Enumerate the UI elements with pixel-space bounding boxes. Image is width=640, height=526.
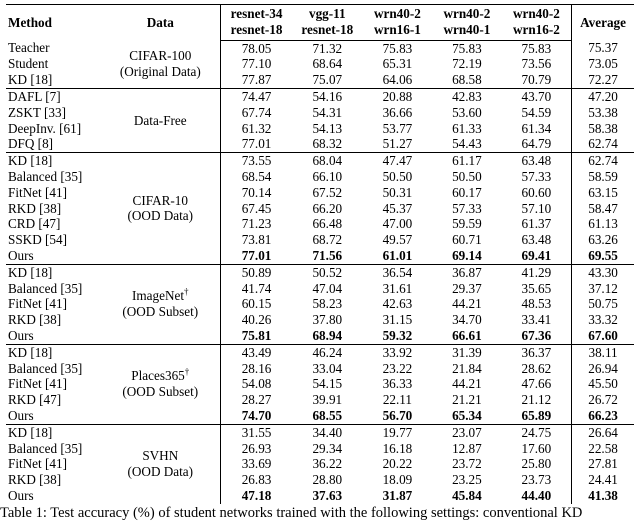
table-row: [6, 264, 634, 280]
value-cell: 47.18: [221, 488, 292, 504]
average-cell: 58.59: [572, 169, 634, 185]
value-cell: 29.37: [452, 280, 482, 296]
table-row: [6, 232, 634, 248]
value-cell: 37.80: [312, 312, 343, 328]
average-cell: 26.72: [572, 392, 634, 408]
average-cell: 66.23: [572, 408, 634, 424]
method-cell: FitNet [41]: [8, 456, 67, 472]
data-source-text: (OOD Subset): [122, 384, 199, 400]
value-cell: 66.10: [312, 168, 343, 184]
value-cell: 20.88: [363, 88, 432, 104]
method-cell: Balanced [35]: [8, 280, 83, 296]
value-cell: 48.53: [521, 296, 552, 312]
value-cell: 75.07: [312, 72, 343, 88]
value-cell: 72.19: [452, 56, 482, 72]
table-row: [6, 344, 634, 360]
average-cell: 38.11: [572, 344, 634, 360]
method-cell: RKD [38]: [8, 472, 62, 488]
header-col5-teacher: wrn40-2: [512, 6, 560, 21]
table-row: [6, 72, 634, 88]
value-cell: 77.87: [221, 72, 292, 88]
data-source-line: [102, 464, 218, 480]
value-cell: 50.50: [382, 168, 413, 184]
average-cell: 63.15: [572, 185, 634, 201]
value-cell: 66.61: [452, 327, 482, 343]
value-cell: 41.29: [502, 264, 572, 280]
value-cell: 12.87: [452, 440, 482, 456]
average-cell: 41.38: [572, 488, 634, 504]
value-cell: 63.48: [502, 153, 572, 169]
value-cell: 41.74: [221, 281, 292, 297]
value-cell: 57.33: [452, 200, 482, 216]
value-cell: 61.33: [452, 120, 482, 136]
value-cell: 68.58: [452, 72, 482, 88]
value-cell: 26.93: [221, 441, 292, 457]
value-cell: 59.32: [382, 327, 413, 343]
value-cell: 74.70: [221, 408, 292, 424]
dagger-mark: †: [184, 287, 189, 298]
average-cell: 37.12: [572, 281, 634, 297]
value-cell: 47.00: [382, 216, 413, 232]
value-cell: 54.43: [452, 136, 482, 152]
value-cell: 69.14: [452, 247, 482, 263]
average-cell: 43.30: [572, 264, 634, 280]
data-source-line: [102, 368, 218, 384]
method-cell: KD [18]: [6, 153, 100, 169]
method-cell: Ours: [8, 247, 34, 263]
data-source-line: [102, 113, 218, 129]
value-cell: 31.55: [221, 424, 292, 440]
value-cell: 29.34: [312, 440, 343, 456]
value-cell: 61.37: [521, 216, 552, 232]
header-data: Data: [146, 15, 174, 31]
value-cell: 36.54: [363, 264, 432, 280]
value-cell: 42.83: [432, 88, 501, 104]
data-source-line: [102, 48, 218, 64]
value-cell: 75.83: [452, 40, 482, 56]
header-col1-teacher: resnet-34: [221, 5, 292, 22]
value-cell: 28.80: [312, 472, 343, 488]
data-source-cell: [100, 40, 220, 88]
value-cell: 33.92: [363, 344, 432, 360]
value-cell: 36.37: [502, 344, 572, 360]
value-cell: 57.33: [521, 168, 552, 184]
value-cell: 21.21: [452, 392, 482, 408]
value-cell: 66.48: [312, 216, 343, 232]
results-table: [6, 4, 634, 504]
method-cell: Balanced [35]: [8, 168, 83, 184]
average-cell: 58.47: [572, 201, 634, 217]
data-source-line: [102, 304, 218, 320]
value-cell: 68.54: [221, 169, 292, 185]
average-cell: 62.74: [572, 136, 634, 152]
value-cell: 61.32: [221, 121, 292, 137]
value-cell: 54.13: [312, 120, 343, 136]
value-cell: 70.79: [521, 72, 552, 88]
data-source-text: Places365: [131, 368, 185, 384]
data-source-line: [102, 208, 218, 224]
value-cell: 74.47: [221, 88, 292, 104]
value-cell: 53.60: [452, 104, 482, 120]
value-cell: 43.70: [502, 88, 572, 104]
value-cell: 64.06: [382, 72, 413, 88]
table-row: [6, 456, 634, 472]
table-row: [6, 424, 634, 440]
data-source-line: [102, 448, 218, 464]
value-cell: 73.56: [521, 56, 552, 72]
method-cell: KD [18]: [6, 424, 100, 440]
value-cell: 36.66: [382, 104, 413, 120]
value-cell: 65.31: [382, 56, 413, 72]
value-cell: 67.74: [221, 105, 292, 121]
value-cell: 44.40: [521, 487, 552, 503]
value-cell: 28.62: [521, 360, 552, 376]
value-cell: 60.71: [452, 232, 482, 248]
data-source-text: (OOD Data): [127, 464, 194, 480]
table-row: [6, 40, 634, 56]
average-cell: 26.94: [572, 361, 634, 377]
value-cell: 68.32: [312, 136, 343, 152]
value-cell: 21.12: [521, 392, 552, 408]
value-cell: 61.34: [521, 120, 552, 136]
table-row: [6, 201, 634, 217]
method-cell: Ours: [8, 327, 34, 343]
value-cell: 34.70: [452, 312, 482, 328]
table-row: [6, 328, 634, 344]
value-cell: 59.59: [452, 216, 482, 232]
data-source-line: [102, 288, 218, 304]
value-cell: 31.39: [432, 344, 501, 360]
method-cell: DeepInv. [61]: [8, 120, 82, 136]
data-source-cell: [100, 264, 220, 344]
value-cell: 56.70: [382, 407, 413, 423]
data-source-line: [102, 384, 218, 400]
method-cell: RKD [38]: [8, 200, 62, 216]
value-cell: 65.34: [452, 407, 482, 423]
value-cell: 65.89: [521, 407, 552, 423]
value-cell: 35.65: [521, 280, 552, 296]
value-cell: 78.05: [221, 40, 292, 56]
value-cell: 23.73: [521, 472, 552, 488]
table-row: [6, 312, 634, 328]
value-cell: 45.37: [382, 200, 413, 216]
table-row: [6, 153, 634, 169]
value-cell: 43.49: [221, 344, 292, 360]
average-cell: 33.32: [572, 312, 634, 328]
header-col4-student: wrn40-1: [432, 22, 501, 40]
value-cell: 71.23: [221, 216, 292, 232]
value-cell: 50.50: [452, 168, 482, 184]
value-cell: 28.16: [221, 361, 292, 377]
value-cell: 68.55: [312, 407, 343, 423]
table-row: [6, 296, 634, 312]
average-cell: 69.55: [572, 248, 634, 264]
value-cell: 19.77: [363, 424, 432, 440]
average-cell: 47.20: [572, 88, 634, 104]
value-cell: 67.52: [312, 184, 343, 200]
value-cell: 21.84: [452, 360, 482, 376]
value-cell: 54.15: [312, 376, 343, 392]
average-cell: 50.75: [572, 296, 634, 312]
header-row-1: [6, 5, 634, 22]
value-cell: 75.81: [221, 328, 292, 344]
value-cell: 77.10: [221, 56, 292, 72]
value-cell: 54.31: [312, 104, 343, 120]
data-source-text: CIFAR-100: [129, 48, 192, 64]
average-cell: 45.50: [572, 376, 634, 392]
value-cell: 47.04: [312, 280, 343, 296]
average-cell: 67.60: [572, 328, 634, 344]
value-cell: 40.26: [221, 312, 292, 328]
table-row: [6, 136, 634, 152]
table-row: [6, 376, 634, 392]
table-row: [6, 488, 634, 504]
average-cell: 75.37: [572, 40, 634, 56]
table-row: [6, 361, 634, 377]
table-row: [6, 169, 634, 185]
value-cell: 23.25: [452, 472, 482, 488]
header-col3-teacher: wrn40-2: [373, 6, 421, 21]
method-cell: KD [18]: [8, 72, 53, 88]
value-cell: 23.22: [382, 360, 413, 376]
value-cell: 22.11: [382, 392, 412, 408]
table-caption: Table 1: Test accuracy (%) of student networks trained with the following settings: conventional KD: [0, 505, 583, 521]
data-source-line: [102, 64, 218, 80]
method-cell: CRD [47]: [8, 216, 61, 232]
method-cell: Student: [8, 56, 49, 72]
value-cell: 17.60: [521, 440, 552, 456]
value-cell: 67.45: [221, 201, 292, 217]
value-cell: 50.52: [292, 264, 363, 280]
value-cell: 53.77: [382, 120, 413, 136]
method-cell: DFQ [8]: [8, 136, 54, 152]
method-cell: Balanced [35]: [8, 440, 83, 456]
average-cell: 73.05: [572, 56, 634, 72]
value-cell: 16.18: [382, 440, 413, 456]
value-cell: 61.01: [382, 247, 413, 263]
value-cell: 51.27: [382, 136, 413, 152]
value-cell: 47.66: [521, 376, 552, 392]
value-cell: 34.40: [292, 424, 363, 440]
method-cell: FitNet [41]: [8, 376, 67, 392]
method-cell: KD [18]: [6, 344, 100, 360]
table-row: [6, 408, 634, 424]
value-cell: 45.84: [452, 487, 482, 503]
value-cell: 26.83: [221, 472, 292, 488]
value-cell: 60.60: [521, 184, 552, 200]
value-cell: 20.22: [382, 456, 413, 472]
value-cell: 50.31: [382, 184, 413, 200]
value-cell: 70.14: [221, 185, 292, 201]
value-cell: 66.20: [312, 200, 343, 216]
data-source-text: (OOD Data): [127, 208, 194, 224]
value-cell: 25.80: [521, 456, 552, 472]
table-row: [6, 441, 634, 457]
data-source-text: ImageNet: [132, 288, 185, 304]
value-cell: 60.17: [452, 184, 482, 200]
value-cell: 68.72: [312, 232, 343, 248]
average-cell: 58.38: [572, 121, 634, 137]
method-cell: Ours: [8, 407, 34, 423]
value-cell: 58.23: [312, 296, 343, 312]
value-cell: 73.81: [221, 232, 292, 248]
table-row: [6, 88, 634, 104]
value-cell: 36.33: [382, 376, 413, 392]
table-row: [6, 56, 634, 72]
value-cell: 44.21: [452, 376, 482, 392]
value-cell: 77.01: [221, 248, 292, 264]
value-cell: 33.41: [521, 312, 552, 328]
header-col4-teacher: wrn40-2: [443, 6, 491, 21]
table-row: [6, 392, 634, 408]
method-cell: RKD [47]: [8, 392, 62, 408]
value-cell: 31.15: [382, 312, 413, 328]
table-row: [6, 248, 634, 264]
data-source-text: CIFAR-10: [132, 192, 188, 208]
value-cell: 63.48: [521, 232, 552, 248]
value-cell: 69.41: [521, 247, 552, 263]
value-cell: 33.69: [221, 456, 292, 472]
data-source-cell: [100, 344, 220, 424]
average-cell: 63.26: [572, 232, 634, 248]
value-cell: 44.21: [452, 296, 482, 312]
value-cell: 39.91: [312, 392, 343, 408]
value-cell: 23.07: [432, 424, 501, 440]
value-cell: 23.72: [452, 456, 482, 472]
value-cell: 18.09: [382, 472, 413, 488]
value-cell: 61.17: [432, 153, 501, 169]
method-cell: FitNet [41]: [8, 184, 67, 200]
data-source-cell: [100, 88, 220, 152]
value-cell: 31.61: [382, 280, 413, 296]
value-cell: 49.57: [382, 232, 413, 248]
table-row: [6, 216, 634, 232]
method-cell: RKD [38]: [8, 312, 62, 328]
average-cell: 22.58: [572, 441, 634, 457]
method-cell: SSKD [54]: [8, 232, 67, 248]
value-cell: 71.56: [312, 247, 343, 263]
value-cell: 67.36: [521, 327, 552, 343]
value-cell: 68.94: [312, 327, 343, 343]
dagger-mark: †: [184, 367, 190, 378]
header-col3-student: wrn16-1: [363, 22, 432, 40]
data-source-text: SVHN: [142, 448, 179, 464]
table-row: [6, 185, 634, 201]
value-cell: 36.22: [312, 456, 343, 472]
method-cell: ZSKT [33]: [8, 104, 66, 120]
average-cell: 62.74: [572, 153, 634, 169]
value-cell: 54.16: [292, 88, 363, 104]
value-cell: 42.63: [382, 296, 413, 312]
method-cell: FitNet [41]: [8, 296, 67, 312]
average-cell: 53.38: [572, 105, 634, 121]
value-cell: 24.75: [502, 424, 572, 440]
value-cell: 36.87: [432, 264, 501, 280]
method-cell: Teacher: [8, 40, 50, 56]
average-cell: 26.64: [572, 424, 634, 440]
value-cell: 33.04: [312, 360, 343, 376]
value-cell: 50.89: [221, 264, 292, 280]
value-cell: 75.83: [382, 40, 413, 56]
value-cell: 31.87: [382, 487, 413, 503]
value-cell: 75.83: [521, 40, 552, 56]
method-cell: Balanced [35]: [8, 360, 83, 376]
header-col2-student: resnet-18: [292, 22, 363, 40]
header-average: Average: [572, 5, 634, 41]
value-cell: 68.64: [312, 56, 343, 72]
header-col1-student: resnet-18: [221, 22, 292, 40]
value-cell: 71.32: [312, 40, 343, 56]
table-row: [6, 472, 634, 488]
data-source-cell: [100, 424, 220, 503]
table-row: [6, 121, 634, 137]
value-cell: 68.04: [292, 153, 363, 169]
header-col2-teacher: vgg-11: [308, 6, 346, 21]
data-source-text: (Original Data): [119, 64, 201, 80]
average-cell: 61.13: [572, 216, 634, 232]
value-cell: 54.59: [521, 104, 552, 120]
value-cell: 77.01: [221, 136, 292, 152]
data-source-cell: [100, 153, 220, 265]
value-cell: 57.10: [521, 200, 552, 216]
average-cell: 24.41: [572, 472, 634, 488]
value-cell: 64.79: [521, 136, 552, 152]
method-cell: KD [18]: [6, 264, 100, 280]
value-cell: 54.08: [221, 376, 292, 392]
table-row: [6, 281, 634, 297]
data-source-line: [102, 193, 218, 209]
method-cell: DAFL [7]: [6, 88, 100, 104]
average-cell: 72.27: [572, 72, 634, 88]
data-source-text: Data-Free: [133, 112, 187, 128]
header-method: Method: [8, 15, 52, 31]
method-cell: Ours: [8, 487, 34, 503]
data-source-text: (OOD Subset): [122, 304, 199, 320]
table-body: [6, 40, 634, 504]
value-cell: 46.24: [292, 344, 363, 360]
value-cell: 47.47: [363, 153, 432, 169]
value-cell: 28.27: [221, 392, 292, 408]
value-cell: 60.15: [221, 296, 292, 312]
table-row: [6, 105, 634, 121]
average-cell: 27.81: [572, 456, 634, 472]
value-cell: 73.55: [221, 153, 292, 169]
value-cell: 37.63: [312, 487, 343, 503]
header-col5-student: wrn16-2: [502, 22, 572, 40]
